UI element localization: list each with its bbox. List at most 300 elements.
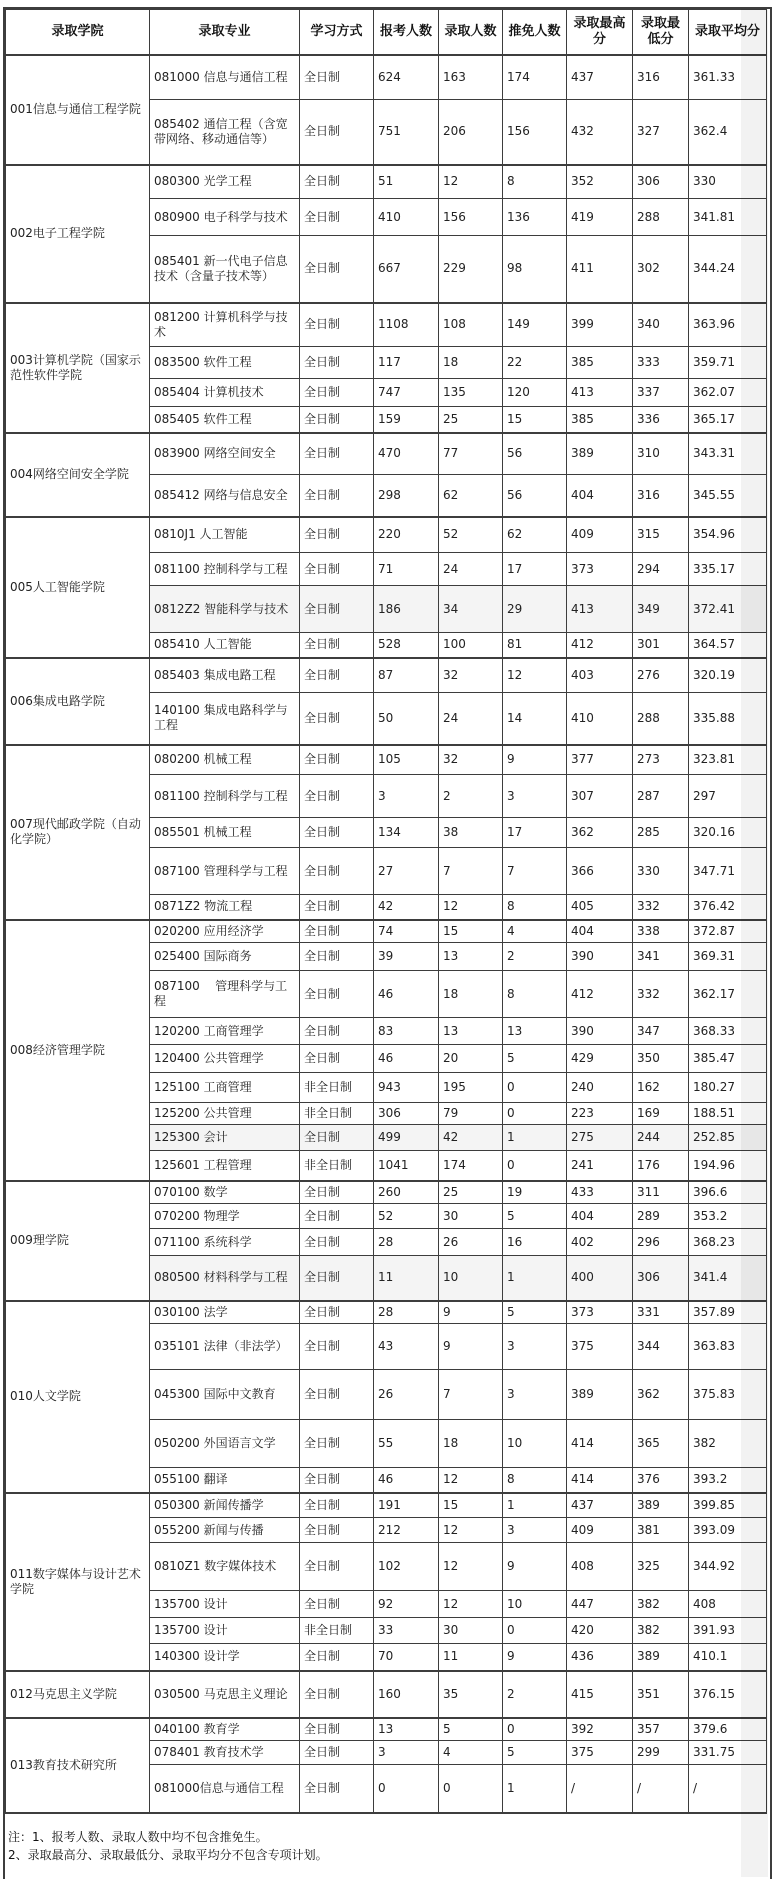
cell-avg: 354.96 <box>689 517 767 553</box>
cell-major: 120200 工商管理学 <box>150 1018 300 1045</box>
cell-avg: 393.09 <box>689 1518 767 1543</box>
cell-min: 169 <box>633 1103 689 1125</box>
cell-min: 389 <box>633 1644 689 1671</box>
cell-avg: 345.55 <box>689 475 767 517</box>
cell-max: 390 <box>567 943 633 971</box>
cell-exempt: 12 <box>503 658 567 693</box>
cell-major: 125100 工商管理 <box>150 1073 300 1103</box>
cell-min: 244 <box>633 1125 689 1151</box>
cell-mode: 全日制 <box>300 848 374 895</box>
cell-mode: 全日制 <box>300 1765 374 1813</box>
cell-avg: 335.17 <box>689 553 767 586</box>
cell-avg: 188.51 <box>689 1103 767 1125</box>
cell-max: 432 <box>567 100 633 165</box>
cell-major: 055100 翻译 <box>150 1468 300 1493</box>
college-cell: 007现代邮政学院（自动化学院） <box>6 745 150 920</box>
cell-max: 223 <box>567 1103 633 1125</box>
cell-admit: 32 <box>439 658 503 693</box>
cell-apply: 410 <box>374 199 439 236</box>
cell-apply: 43 <box>374 1324 439 1370</box>
cell-min: 316 <box>633 55 689 100</box>
cell-min: 332 <box>633 971 689 1018</box>
cell-major: 080300 光学工程 <box>150 165 300 199</box>
cell-apply: 105 <box>374 745 439 775</box>
cell-avg: 344.24 <box>689 236 767 303</box>
cell-max: 275 <box>567 1125 633 1151</box>
cell-avg: 353.2 <box>689 1204 767 1229</box>
cell-major: 0812Z2 智能科学与技术 <box>150 586 300 633</box>
cell-admit: 24 <box>439 553 503 586</box>
cell-major: 087100 管理科学与工程 <box>150 848 300 895</box>
cell-mode: 全日制 <box>300 920 374 943</box>
cell-avg: 363.83 <box>689 1324 767 1370</box>
cell-avg: 320.16 <box>689 818 767 848</box>
cell-mode: 非全日制 <box>300 1073 374 1103</box>
cell-mode: 全日制 <box>300 658 374 693</box>
cell-avg: 372.87 <box>689 920 767 943</box>
cell-major: 125300 会计 <box>150 1125 300 1151</box>
cell-exempt: 5 <box>503 1045 567 1073</box>
cell-avg: 323.81 <box>689 745 767 775</box>
cell-mode: 全日制 <box>300 1493 374 1518</box>
cell-max: 429 <box>567 1045 633 1073</box>
cell-avg: 382 <box>689 1420 767 1468</box>
cell-mode: 全日制 <box>300 1045 374 1073</box>
cell-major: 030500 马克思主义理论 <box>150 1671 300 1718</box>
cell-major: 081000信息与通信工程 <box>150 1765 300 1813</box>
cell-mode: 全日制 <box>300 818 374 848</box>
cell-exempt: 29 <box>503 586 567 633</box>
cell-min: 333 <box>633 347 689 379</box>
cell-admit: 12 <box>439 165 503 199</box>
cell-mode: 全日制 <box>300 475 374 517</box>
cell-admit: 20 <box>439 1045 503 1073</box>
cell-exempt: 9 <box>503 745 567 775</box>
cell-max: 373 <box>567 553 633 586</box>
cell-min: 273 <box>633 745 689 775</box>
cell-avg: 362.17 <box>689 971 767 1018</box>
cell-admit: 135 <box>439 379 503 407</box>
cell-min: 336 <box>633 407 689 433</box>
cell-admit: 11 <box>439 1644 503 1671</box>
cell-apply: 117 <box>374 347 439 379</box>
cell-admit: 100 <box>439 633 503 658</box>
cell-max: 389 <box>567 433 633 475</box>
cell-major: 140300 设计学 <box>150 1644 300 1671</box>
cell-mode: 全日制 <box>300 775 374 818</box>
cell-exempt: 0 <box>503 1718 567 1741</box>
cell-apply: 220 <box>374 517 439 553</box>
cell-min: 310 <box>633 433 689 475</box>
table-row <box>6 1301 767 1324</box>
cell-max: 392 <box>567 1718 633 1741</box>
cell-major: 071100 系统科学 <box>150 1229 300 1256</box>
cell-apply: 0 <box>374 1765 439 1813</box>
cell-mode: 全日制 <box>300 1718 374 1741</box>
header-row <box>6 10 767 55</box>
cell-min: 331 <box>633 1301 689 1324</box>
cell-exempt: 120 <box>503 379 567 407</box>
cell-admit: 79 <box>439 1103 503 1125</box>
cell-exempt: 22 <box>503 347 567 379</box>
column-header-exempt: 推免人数 <box>503 10 567 55</box>
cell-min: 285 <box>633 818 689 848</box>
cell-min: 330 <box>633 848 689 895</box>
cell-exempt: 10 <box>503 1591 567 1618</box>
cell-avg: 343.31 <box>689 433 767 475</box>
column-header-apply: 报考人数 <box>374 10 439 55</box>
cell-major: 078401 教育技术学 <box>150 1741 300 1765</box>
college-cell: 011数字媒体与设计艺术学院 <box>6 1493 150 1671</box>
cell-admit: 108 <box>439 303 503 347</box>
cell-max: 411 <box>567 236 633 303</box>
cell-avg: 331.75 <box>689 1741 767 1765</box>
admissions-table <box>5 9 767 1814</box>
cell-mode: 非全日制 <box>300 1151 374 1181</box>
cell-mode: 全日制 <box>300 433 374 475</box>
cell-admit: 18 <box>439 971 503 1018</box>
cell-avg: 344.92 <box>689 1543 767 1591</box>
footnotes <box>5 1814 770 1865</box>
cell-min: / <box>633 1765 689 1813</box>
college-cell: 010人文学院 <box>6 1301 150 1493</box>
table-row <box>6 920 767 943</box>
college-cell: 001信息与通信工程学院 <box>6 55 150 165</box>
note-line: 2、录取最高分、录取最低分、录取平均分不包含专项计划。 <box>8 1848 328 1863</box>
cell-mode: 全日制 <box>300 971 374 1018</box>
cell-avg: 357.89 <box>689 1301 767 1324</box>
cell-avg: 385.47 <box>689 1045 767 1073</box>
cell-avg: 341.81 <box>689 199 767 236</box>
cell-mode: 全日制 <box>300 1420 374 1468</box>
cell-min: 325 <box>633 1543 689 1591</box>
cell-apply: 751 <box>374 100 439 165</box>
cell-mode: 全日制 <box>300 1644 374 1671</box>
cell-avg: 379.6 <box>689 1718 767 1741</box>
cell-avg: 297 <box>689 775 767 818</box>
cell-avg: 365.17 <box>689 407 767 433</box>
cell-apply: 55 <box>374 1420 439 1468</box>
note-line: 注：1、报考人数、录取人数中均不包含推免生。 <box>8 1829 268 1844</box>
cell-apply: 624 <box>374 55 439 100</box>
cell-max: 385 <box>567 407 633 433</box>
column-header-major: 录取专业 <box>150 10 300 55</box>
cell-min: 301 <box>633 633 689 658</box>
cell-max: 404 <box>567 475 633 517</box>
cell-min: 276 <box>633 658 689 693</box>
cell-apply: 46 <box>374 971 439 1018</box>
cell-max: 413 <box>567 379 633 407</box>
cell-max: 404 <box>567 1204 633 1229</box>
cell-admit: 12 <box>439 1518 503 1543</box>
cell-avg: 376.42 <box>689 895 767 920</box>
cell-min: 351 <box>633 1671 689 1718</box>
table-row <box>6 433 767 475</box>
cell-mode: 全日制 <box>300 1125 374 1151</box>
cell-major: 080900 电子科学与技术 <box>150 199 300 236</box>
cell-major: 0871Z2 物流工程 <box>150 895 300 920</box>
cell-min: 327 <box>633 100 689 165</box>
cell-exempt: 9 <box>503 1543 567 1591</box>
cell-apply: 71 <box>374 553 439 586</box>
cell-max: 404 <box>567 920 633 943</box>
cell-mode: 全日制 <box>300 895 374 920</box>
cell-avg: 362.07 <box>689 379 767 407</box>
cell-avg: 347.71 <box>689 848 767 895</box>
cell-exempt: 15 <box>503 407 567 433</box>
cell-exempt: 0 <box>503 1103 567 1125</box>
cell-exempt: 1 <box>503 1765 567 1813</box>
cell-apply: 528 <box>374 633 439 658</box>
cell-admit: 38 <box>439 818 503 848</box>
cell-major: 081200 计算机科学与技术 <box>150 303 300 347</box>
cell-max: 433 <box>567 1181 633 1204</box>
cell-admit: 10 <box>439 1256 503 1301</box>
cell-max: 400 <box>567 1256 633 1301</box>
cell-max: 402 <box>567 1229 633 1256</box>
table-row <box>6 517 767 553</box>
cell-max: 240 <box>567 1073 633 1103</box>
cell-major: 085410 人工智能 <box>150 633 300 658</box>
cell-avg: 396.6 <box>689 1181 767 1204</box>
cell-major: 055200 新闻与传播 <box>150 1518 300 1543</box>
cell-admit: 4 <box>439 1741 503 1765</box>
cell-exempt: 81 <box>503 633 567 658</box>
cell-min: 176 <box>633 1151 689 1181</box>
cell-min: 316 <box>633 475 689 517</box>
cell-major: 020200 应用经济学 <box>150 920 300 943</box>
cell-min: 306 <box>633 165 689 199</box>
cell-avg: 359.71 <box>689 347 767 379</box>
cell-max: 399 <box>567 303 633 347</box>
cell-min: 337 <box>633 379 689 407</box>
cell-major: 087100 管理科学与工程 <box>150 971 300 1018</box>
cell-min: 302 <box>633 236 689 303</box>
cell-max: 405 <box>567 895 633 920</box>
cell-mode: 全日制 <box>300 586 374 633</box>
cell-major: 081100 控制科学与工程 <box>150 553 300 586</box>
cell-max: 409 <box>567 1518 633 1543</box>
cell-exempt: 3 <box>503 775 567 818</box>
cell-avg: 320.19 <box>689 658 767 693</box>
cell-major: 085405 软件工程 <box>150 407 300 433</box>
cell-major: 120400 公共管理学 <box>150 1045 300 1073</box>
cell-admit: 18 <box>439 1420 503 1468</box>
cell-mode: 全日制 <box>300 379 374 407</box>
cell-admit: 9 <box>439 1301 503 1324</box>
cell-max: 390 <box>567 1018 633 1045</box>
cell-apply: 134 <box>374 818 439 848</box>
cell-mode: 非全日制 <box>300 1618 374 1644</box>
cell-max: 414 <box>567 1468 633 1493</box>
cell-admit: 12 <box>439 1543 503 1591</box>
college-cell: 002电子工程学院 <box>6 165 150 303</box>
cell-avg: 408 <box>689 1591 767 1618</box>
cell-min: 288 <box>633 199 689 236</box>
cell-min: 376 <box>633 1468 689 1493</box>
cell-exempt: 149 <box>503 303 567 347</box>
cell-max: 385 <box>567 347 633 379</box>
cell-max: / <box>567 1765 633 1813</box>
cell-apply: 160 <box>374 1671 439 1718</box>
cell-apply: 747 <box>374 379 439 407</box>
cell-admit: 26 <box>439 1229 503 1256</box>
cell-max: 415 <box>567 1671 633 1718</box>
cell-apply: 87 <box>374 658 439 693</box>
college-cell: 006集成电路学院 <box>6 658 150 745</box>
cell-major: 080200 机械工程 <box>150 745 300 775</box>
column-header-college: 录取学院 <box>6 10 150 55</box>
cell-avg: 363.96 <box>689 303 767 347</box>
cell-min: 338 <box>633 920 689 943</box>
cell-max: 307 <box>567 775 633 818</box>
cell-major: 081100 控制科学与工程 <box>150 775 300 818</box>
cell-exempt: 5 <box>503 1204 567 1229</box>
cell-major: 070100 数学 <box>150 1181 300 1204</box>
cell-exempt: 2 <box>503 943 567 971</box>
cell-exempt: 174 <box>503 55 567 100</box>
cell-avg: 361.33 <box>689 55 767 100</box>
college-cell: 003计算机学院（国家示范性软件学院 <box>6 303 150 433</box>
cell-exempt: 8 <box>503 1468 567 1493</box>
cell-exempt: 10 <box>503 1420 567 1468</box>
cell-max: 412 <box>567 633 633 658</box>
cell-major: 085403 集成电路工程 <box>150 658 300 693</box>
cell-mode: 全日制 <box>300 236 374 303</box>
cell-admit: 32 <box>439 745 503 775</box>
cell-avg: 375.83 <box>689 1370 767 1420</box>
cell-min: 294 <box>633 553 689 586</box>
cell-exempt: 8 <box>503 971 567 1018</box>
cell-admit: 30 <box>439 1618 503 1644</box>
column-header-mode: 学习方式 <box>300 10 374 55</box>
cell-exempt: 16 <box>503 1229 567 1256</box>
cell-admit: 156 <box>439 199 503 236</box>
cell-min: 299 <box>633 1741 689 1765</box>
cell-max: 377 <box>567 745 633 775</box>
cell-admit: 163 <box>439 55 503 100</box>
cell-admit: 0 <box>439 1765 503 1813</box>
cell-admit: 18 <box>439 347 503 379</box>
column-header-avg: 录取平均分 <box>689 10 767 55</box>
cell-avg: 368.23 <box>689 1229 767 1256</box>
cell-avg: 393.2 <box>689 1468 767 1493</box>
cell-major: 030100 法学 <box>150 1301 300 1324</box>
cell-avg: 341.4 <box>689 1256 767 1301</box>
cell-major: 080500 材料科学与工程 <box>150 1256 300 1301</box>
table-row <box>6 1718 767 1741</box>
cell-admit: 195 <box>439 1073 503 1103</box>
cell-apply: 1041 <box>374 1151 439 1181</box>
cell-mode: 全日制 <box>300 1518 374 1543</box>
cell-exempt: 3 <box>503 1324 567 1370</box>
cell-admit: 12 <box>439 895 503 920</box>
college-cell: 008经济管理学院 <box>6 920 150 1181</box>
cell-admit: 7 <box>439 1370 503 1420</box>
cell-major: 085402 通信工程（含宽带网络、移动通信等） <box>150 100 300 165</box>
cell-apply: 51 <box>374 165 439 199</box>
table-row <box>6 55 767 100</box>
cell-max: 409 <box>567 517 633 553</box>
cell-avg: / <box>689 1765 767 1813</box>
cell-admit: 34 <box>439 586 503 633</box>
cell-mode: 全日制 <box>300 1256 374 1301</box>
cell-apply: 11 <box>374 1256 439 1301</box>
cell-admit: 35 <box>439 1671 503 1718</box>
cell-mode: 全日制 <box>300 633 374 658</box>
cell-mode: 全日制 <box>300 1324 374 1370</box>
cell-max: 447 <box>567 1591 633 1618</box>
cell-min: 287 <box>633 775 689 818</box>
cell-major: 040100 教育学 <box>150 1718 300 1741</box>
table-row <box>6 745 767 775</box>
cell-admit: 30 <box>439 1204 503 1229</box>
cell-avg: 399.85 <box>689 1493 767 1518</box>
cell-apply: 42 <box>374 895 439 920</box>
cell-avg: 368.33 <box>689 1018 767 1045</box>
cell-min: 347 <box>633 1018 689 1045</box>
cell-min: 340 <box>633 303 689 347</box>
cell-apply: 50 <box>374 693 439 745</box>
cell-admit: 52 <box>439 517 503 553</box>
cell-exempt: 5 <box>503 1741 567 1765</box>
cell-min: 365 <box>633 1420 689 1468</box>
cell-exempt: 56 <box>503 433 567 475</box>
cell-mode: 全日制 <box>300 199 374 236</box>
cell-apply: 28 <box>374 1229 439 1256</box>
cell-apply: 70 <box>374 1644 439 1671</box>
cell-major: 085401 新一代电子信息技术（含量子技术等） <box>150 236 300 303</box>
cell-exempt: 136 <box>503 199 567 236</box>
cell-major: 085501 机械工程 <box>150 818 300 848</box>
cell-apply: 470 <box>374 433 439 475</box>
cell-avg: 391.93 <box>689 1618 767 1644</box>
cell-exempt: 4 <box>503 920 567 943</box>
cell-apply: 186 <box>374 586 439 633</box>
cell-mode: 全日制 <box>300 1591 374 1618</box>
cell-apply: 1108 <box>374 303 439 347</box>
cell-admit: 77 <box>439 433 503 475</box>
cell-avg: 362.4 <box>689 100 767 165</box>
cell-max: 420 <box>567 1618 633 1644</box>
cell-major: 035101 法律（非法学） <box>150 1324 300 1370</box>
cell-mode: 全日制 <box>300 1181 374 1204</box>
cell-apply: 3 <box>374 1741 439 1765</box>
cell-major: 0810J1 人工智能 <box>150 517 300 553</box>
cell-max: 412 <box>567 971 633 1018</box>
table-row <box>6 1493 767 1518</box>
cell-exempt: 2 <box>503 1671 567 1718</box>
cell-min: 296 <box>633 1229 689 1256</box>
cell-admit: 12 <box>439 1468 503 1493</box>
cell-min: 289 <box>633 1204 689 1229</box>
cell-max: 241 <box>567 1151 633 1181</box>
cell-max: 419 <box>567 199 633 236</box>
cell-major: 083900 网络空间安全 <box>150 433 300 475</box>
cell-min: 389 <box>633 1493 689 1518</box>
cell-major: 140100 集成电路科学与工程 <box>150 693 300 745</box>
cell-avg: 180.27 <box>689 1073 767 1103</box>
cell-exempt: 19 <box>503 1181 567 1204</box>
cell-major: 085412 网络与信息安全 <box>150 475 300 517</box>
cell-exempt: 0 <box>503 1151 567 1181</box>
cell-min: 288 <box>633 693 689 745</box>
cell-mode: 全日制 <box>300 1204 374 1229</box>
cell-max: 389 <box>567 1370 633 1420</box>
cell-major: 085404 计算机技术 <box>150 379 300 407</box>
cell-exempt: 1 <box>503 1125 567 1151</box>
cell-mode: 全日制 <box>300 943 374 971</box>
